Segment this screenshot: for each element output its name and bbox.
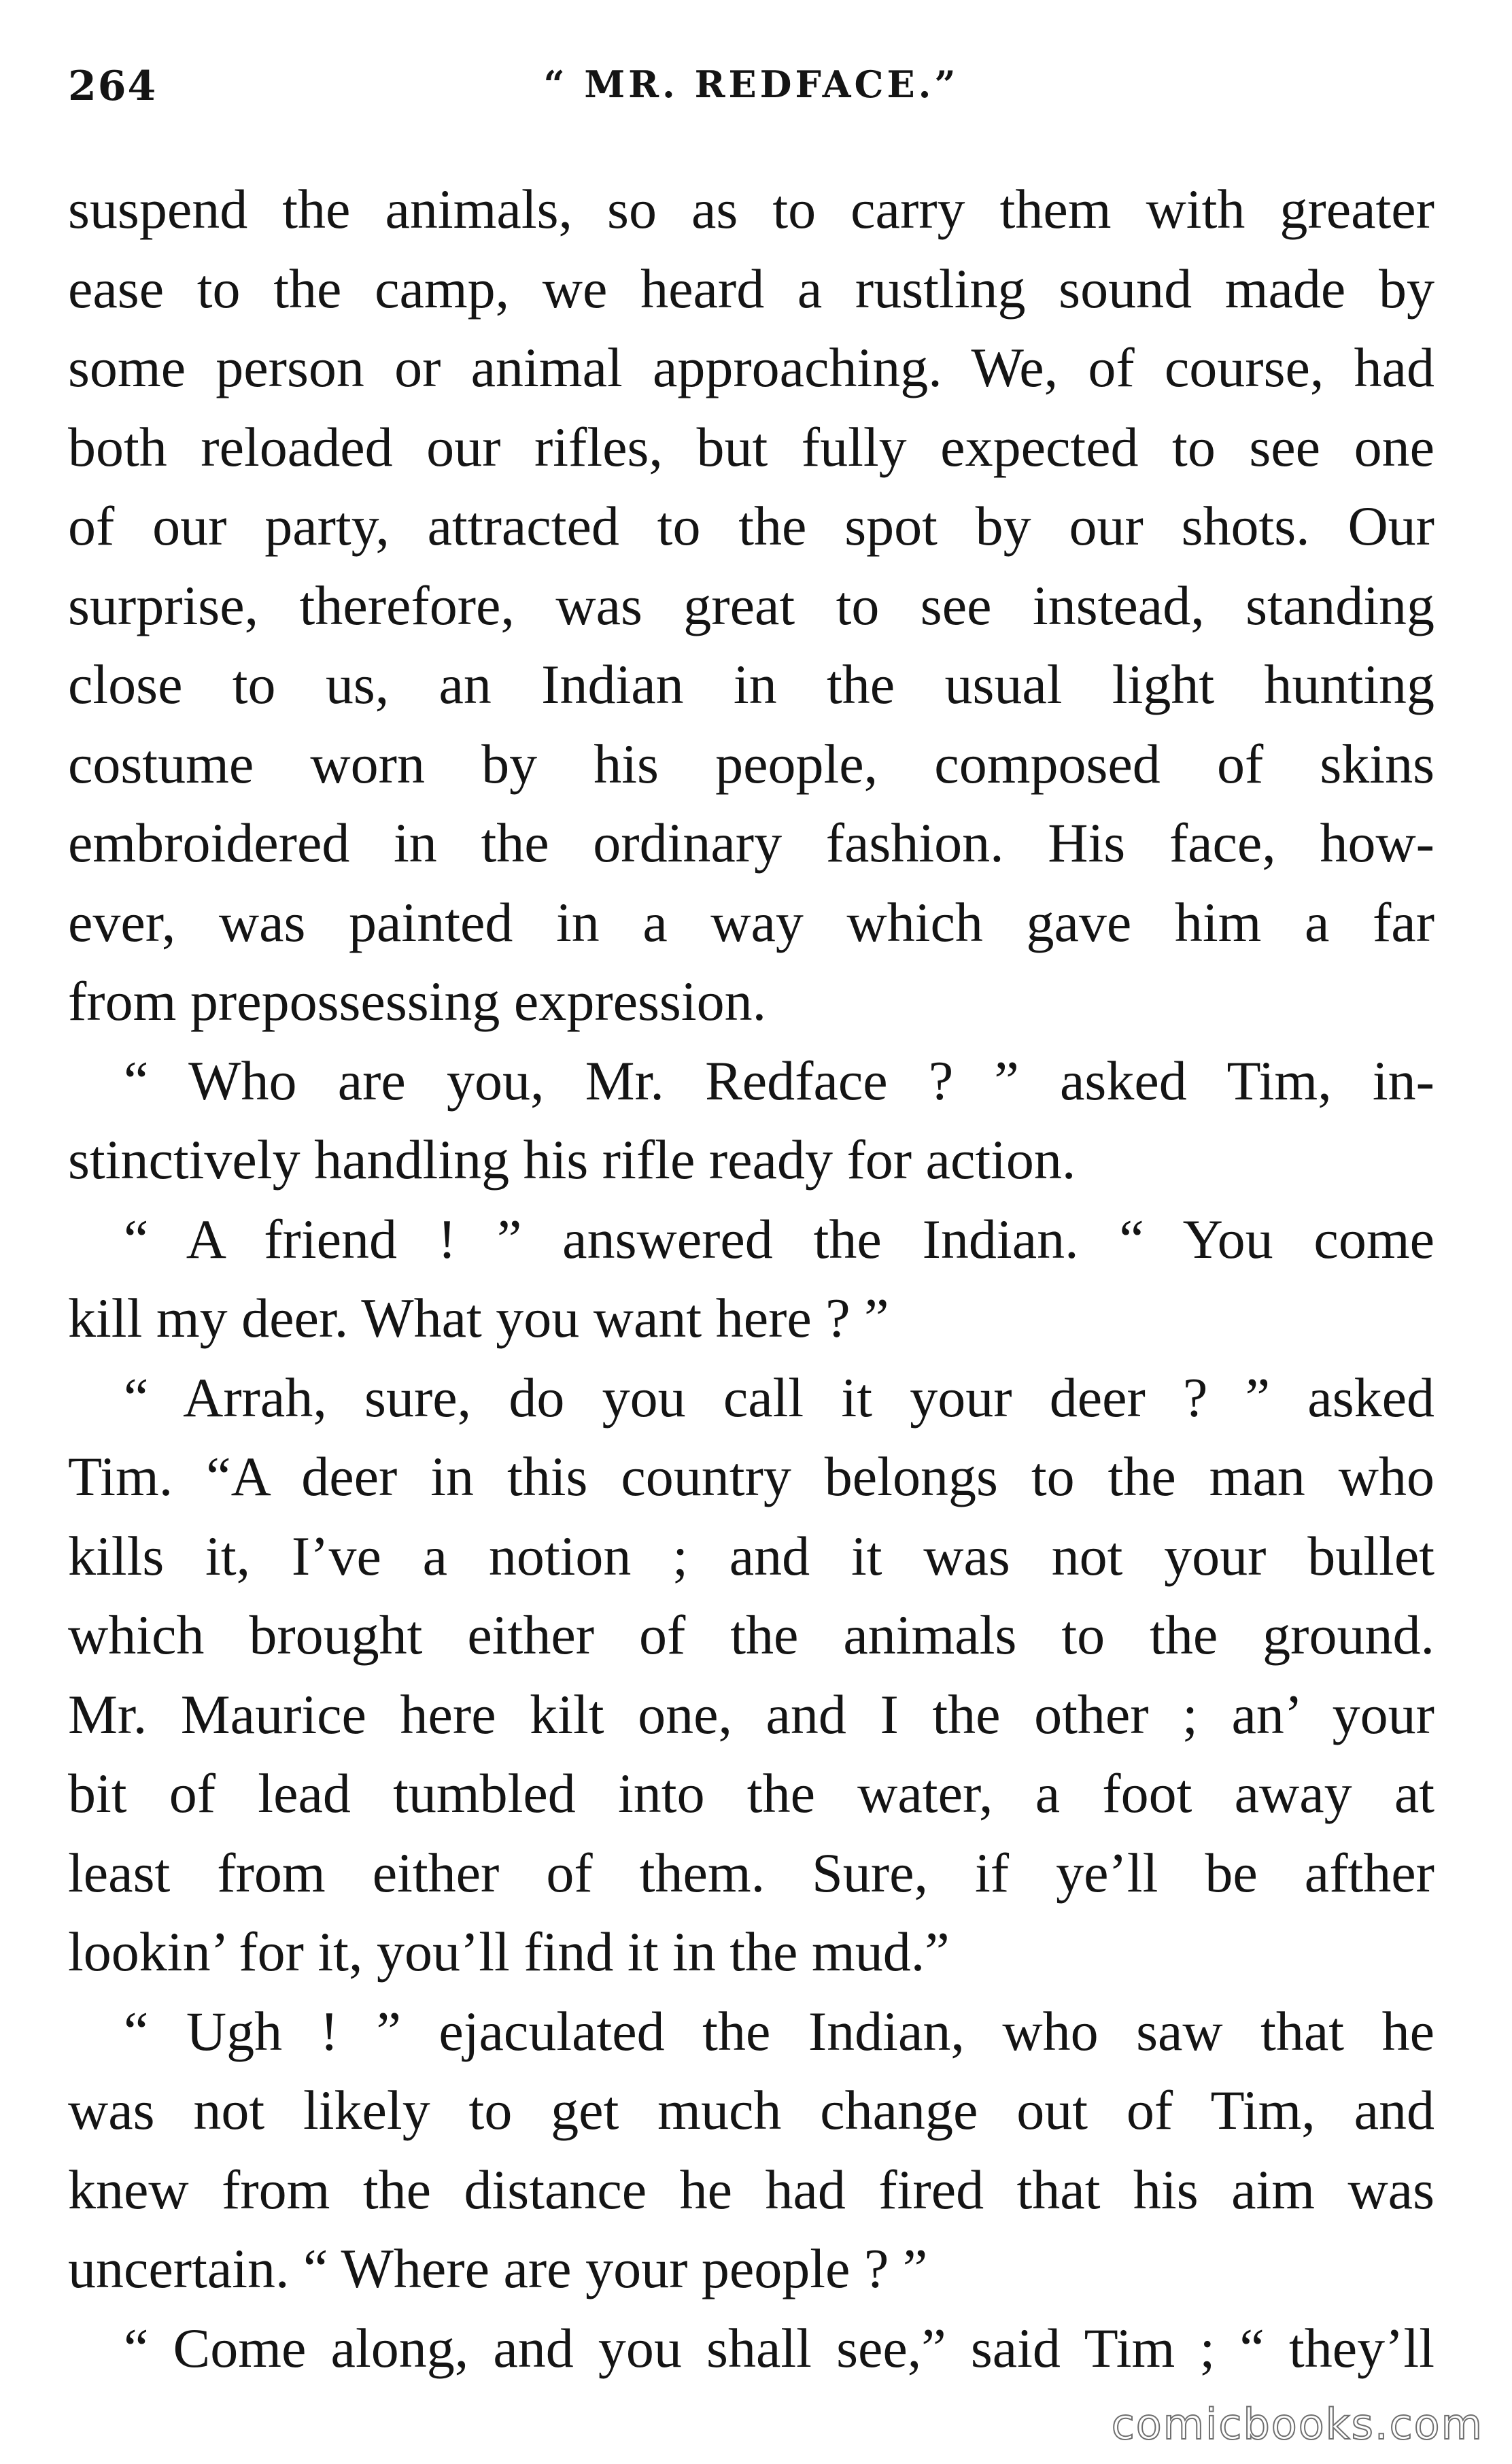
text-line: “ Come along, and you shall see,” said Tim ; “ they’ll <box>124 2316 1434 2379</box>
page-header <box>68 63 1434 124</box>
text-line: some person or animal approaching. We, of course, had <box>68 337 1434 398</box>
text-line: bit of lead tumbled into the water, a foot away at <box>68 1762 1434 1824</box>
text-line: ease to the camp, we heard a rustling sound made by <box>68 257 1434 320</box>
text-line: suspend the animals, so as to carry them with greater <box>68 178 1434 240</box>
watermark-logo: comicbooks.com <box>1111 2399 1483 2449</box>
text-line: from prepossessing expression. <box>68 970 767 1032</box>
text-line: “ A friend ! ” answered the Indian. “ You come <box>124 1208 1434 1270</box>
text-line: surprise, therefore, was great to see instead, standing <box>68 574 1434 636</box>
text-line: “ Arrah, sure, do you call it your deer ? ” asked <box>124 1366 1434 1428</box>
page-number: 264 <box>68 63 158 110</box>
running-title: “ MR. REDFACE.” <box>543 63 959 106</box>
text-line: “ Ugh ! ” ejaculated the Indian, who saw that he <box>124 2000 1434 2062</box>
text-line: lookin’ for it, you’ll find it in the mud.” <box>68 1921 950 1983</box>
text-line: kill my deer. What you want here ? ” <box>68 1287 889 1349</box>
text-line: embroidered in the ordinary fashion. His face, how- <box>68 812 1434 874</box>
text-line: uncertain. “ Where are your people ? ” <box>68 2238 928 2299</box>
text-line: Tim. “A deer in this country belongs to the man who <box>68 1445 1434 1507</box>
text-line: close to us, an Indian in the usual light hunting <box>68 653 1434 715</box>
text-line: “ Who are you, Mr. Redface ? ” asked Tim, in- <box>124 1049 1434 1112</box>
text-line: of our party, attracted to the spot by our shots. Our <box>68 495 1434 557</box>
text-line: was not likely to get much change out of Tim, and <box>68 2079 1434 2141</box>
text-line: costume worn by his people, composed of skins <box>68 732 1434 795</box>
text-line: ever, was painted in a way which gave him a far <box>68 891 1434 953</box>
text-line: knew from the distance he had fired that his aim was <box>68 2158 1434 2221</box>
text-line: least from either of them. Sure, if ye’ll be afther <box>68 1841 1434 1904</box>
text-line: stinctively handling his rifle ready for action. <box>68 1129 1076 1191</box>
text-line: which brought either of the animals to the ground. <box>68 1604 1434 1666</box>
text-line: both reloaded our rifles, but fully expected to see one <box>68 415 1434 478</box>
body-text <box>68 170 1434 2388</box>
text-line: Mr. Maurice here kilt one, and I the other ; an’ your <box>68 1683 1434 1745</box>
text-line: kills it, I’ve a notion ; and it was not your bullet <box>68 1524 1434 1587</box>
